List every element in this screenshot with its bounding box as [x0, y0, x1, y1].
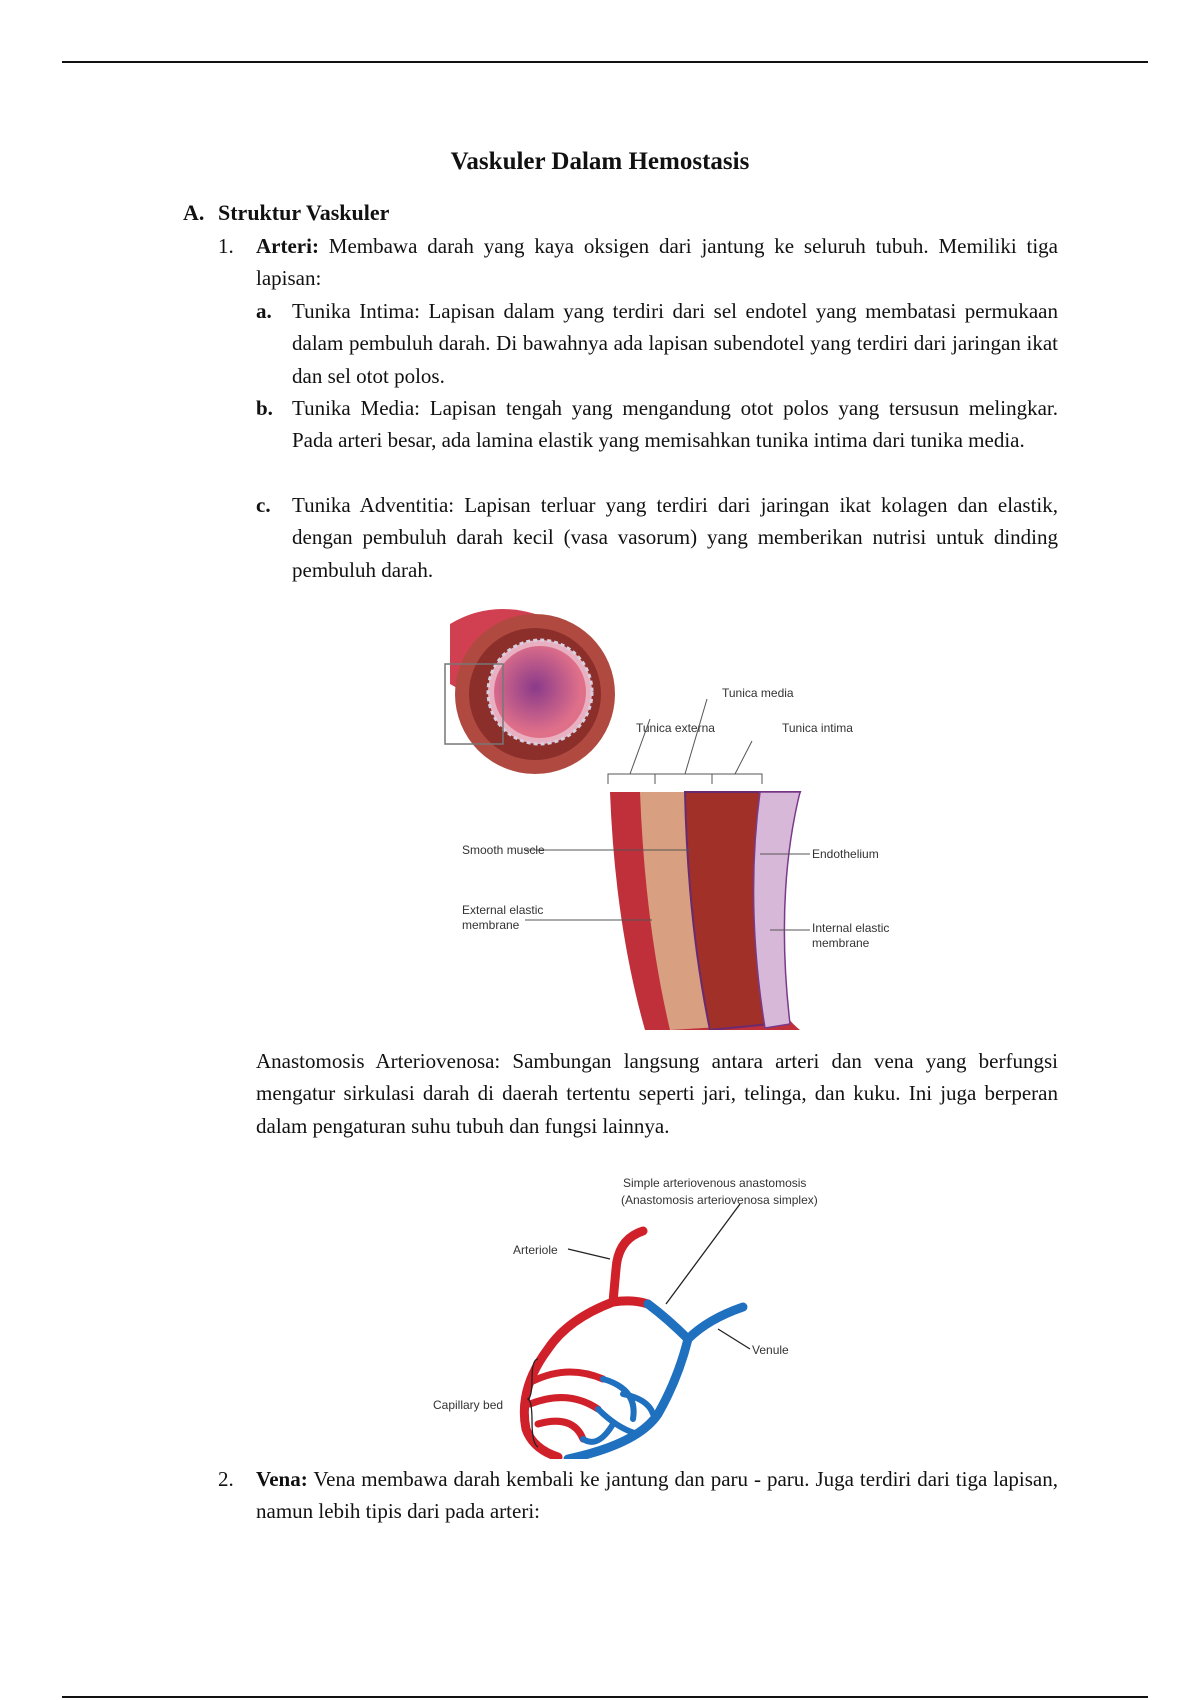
item-2-text [256, 1463, 1058, 1528]
label-venule: Venule [752, 1343, 789, 1357]
sub-b-text: Tunika Media: Lapisan tengah yang mengandung otot polos yang tersusun melingkar. Pada arteri besar, ada lamina elastik yang memisahkan tunika intima dari tunika media. [292, 396, 1058, 453]
sub-b-marker: b. [256, 396, 273, 420]
arteriovenous-anastomosis-diagram [408, 1159, 903, 1459]
artery-wall-diagram [440, 604, 920, 1030]
label-capillary-bed: Capillary bed [433, 1398, 504, 1412]
label-simple-anastomosis: Simple arteriovenous anastomosis [623, 1176, 807, 1190]
item-2-term: Vena: [256, 1467, 308, 1491]
top-rule [62, 61, 1148, 63]
item-2-marker: 2. [218, 1467, 234, 1491]
bottom-rule [62, 1696, 1148, 1698]
sub-a-marker: a. [256, 299, 272, 323]
sub-c-text: Tunika Adventitia: Lapisan terluar yang terdiri dari jaringan ikat kolagen dan elastik, dengan pembuluh darah kecil (vasa vasorum) yang memberikan nutrisi untuk dinding pembuluh darah. [292, 493, 1058, 582]
item-1-body: Membawa darah yang kaya oksigen dari jantung ke seluruh tubuh. Memiliki tiga lapisan: [256, 234, 1058, 291]
item-1-marker: 1. [218, 234, 234, 258]
label-tunica-media: Tunica media [722, 686, 794, 700]
item-1-text [256, 230, 1058, 295]
label-tunica-externa: Tunica externa [636, 721, 715, 735]
label-external-elastic: External elastic [462, 903, 544, 917]
item-1-term: Arteri: [256, 234, 319, 258]
section-marker: A. [183, 200, 205, 225]
label-arteriole: Arteriole [513, 1243, 558, 1257]
label-endothelium: Endothelium [812, 847, 879, 861]
label-external-elastic-2: membrane [462, 918, 520, 932]
sub-c-marker: c. [256, 493, 271, 517]
item-2-body: Vena membawa darah kembali ke jantung dan paru - paru. Juga terdiri dari tiga lapisan, namun lebih tipis dari pada arteri: [256, 1467, 1058, 1524]
sub-a-text: Tunika Intima: Lapisan dalam yang terdiri dari sel endotel yang membatasi permukaan dalam pembuluh darah. Di bawahnya ada lapisan subendotel yang terdiri dari jaringan ikat dan sel otot polos. [292, 299, 1058, 388]
label-smooth-muscle: Smooth muscle [462, 843, 545, 857]
label-tunica-intima: Tunica intima [782, 721, 853, 735]
page-title: Vaskuler Dalam Hemostasis [450, 148, 750, 175]
label-simple-anastomosis-latin: (Anastomosis arteriovenosa simplex) [621, 1193, 818, 1207]
section-heading: Struktur Vaskuler [218, 200, 390, 225]
label-internal-elastic: Internal elastic [812, 921, 890, 935]
label-internal-elastic-2: membrane [812, 936, 870, 950]
anastomosis-paragraph: Anastomosis Arteriovenosa: Sambungan langsung antara arteri dan vena yang berfungsi mengatur sirkulasi darah di daerah tertentu seperti jari, telinga, dan kuku. Ini juga berperan dalam pengaturan suhu tubuh dan fungsi lainnya. [256, 1049, 1058, 1138]
